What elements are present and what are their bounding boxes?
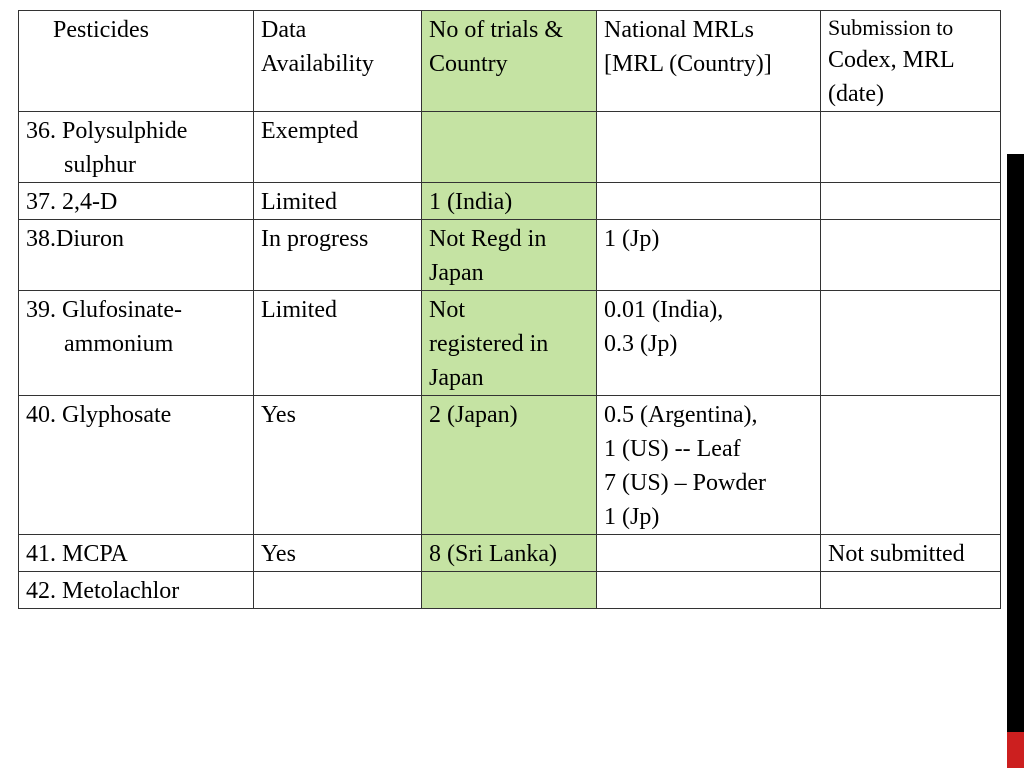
table-row: [19, 291, 1001, 396]
header-codex-submission: [821, 11, 1001, 112]
cell-pesticide: [19, 535, 254, 572]
cell-text-line: 7 (US) – Powder: [604, 470, 766, 496]
cell-availability: [254, 396, 422, 535]
cell-text: Limited: [261, 297, 337, 323]
cell-trials: [422, 220, 597, 291]
header-text-line: National MRLs: [604, 17, 754, 43]
cell-text: 1 (India): [429, 189, 513, 215]
cell-mrls: [597, 220, 821, 291]
cell-mrls: [597, 291, 821, 396]
cell-text-line: Not Regd in: [429, 226, 547, 252]
cell-text-line: 39. Glufosinate-: [26, 297, 182, 323]
header-trials: [422, 11, 597, 112]
cell-text: Limited: [261, 189, 337, 215]
table-row: [19, 183, 1001, 220]
cell-text-line: Japan: [429, 260, 484, 286]
header-row: [19, 11, 1001, 112]
header-text-line: Submission to: [828, 15, 954, 40]
cell-codex: [821, 183, 1001, 220]
header-text-line: Country: [429, 51, 508, 77]
accent-bar-top: [1007, 0, 1024, 154]
cell-codex: [821, 572, 1001, 609]
cell-mrls: [597, 183, 821, 220]
cell-mrls: [597, 112, 821, 183]
slide-accent-bar: [1007, 0, 1024, 768]
cell-text: 38.Diuron: [26, 226, 124, 252]
cell-trials: [422, 183, 597, 220]
cell-mrls: [597, 572, 821, 609]
cell-availability: [254, 572, 422, 609]
cell-text: Not submitted: [828, 541, 965, 567]
cell-text-line: 1 (Jp): [604, 504, 660, 530]
cell-text: Yes: [261, 541, 296, 567]
header-text-line: [MRL (Country)]: [604, 51, 772, 77]
cell-text: 40. Glyphosate: [26, 402, 172, 428]
accent-bar-bottom: [1007, 732, 1024, 768]
cell-text: 37. 2,4-D: [26, 189, 118, 215]
cell-availability: [254, 220, 422, 291]
cell-text: Yes: [261, 402, 296, 428]
cell-codex: [821, 112, 1001, 183]
table-row: [19, 396, 1001, 535]
cell-mrls: [597, 535, 821, 572]
header-pesticides: [19, 11, 254, 112]
header-national-mrls: [597, 11, 821, 112]
cell-availability: [254, 183, 422, 220]
cell-codex: [821, 535, 1001, 572]
cell-pesticide: [19, 291, 254, 396]
table-row: [19, 535, 1001, 572]
cell-text: 1 (Jp): [604, 226, 660, 252]
cell-text-line: 0.3 (Jp): [604, 331, 678, 357]
accent-bar-middle: [1007, 154, 1024, 732]
cell-text: 42. Metolachlor: [26, 578, 180, 604]
table-row: [19, 220, 1001, 291]
header-text-line: (date): [828, 81, 884, 107]
cell-text-line: Not: [429, 297, 465, 323]
cell-text-line: sulphur: [64, 152, 136, 178]
cell-trials: [422, 535, 597, 572]
cell-text-line: registered in: [429, 331, 549, 357]
header-pesticides-label: Pesticides: [53, 17, 149, 43]
header-data-availability: [254, 11, 422, 112]
cell-availability: [254, 112, 422, 183]
header-text-line: Data: [261, 17, 307, 43]
cell-codex: [821, 220, 1001, 291]
header-text-line: Availability: [261, 51, 374, 77]
cell-text-line: Japan: [429, 365, 484, 391]
cell-availability: [254, 291, 422, 396]
header-text-line: Codex, MRL: [828, 47, 955, 73]
cell-text: 2 (Japan): [429, 402, 518, 428]
cell-text: In progress: [261, 226, 369, 252]
cell-text: 41. MCPA: [26, 541, 128, 567]
cell-pesticide: [19, 112, 254, 183]
cell-mrls: [597, 396, 821, 535]
cell-codex: [821, 396, 1001, 535]
cell-text: Exempted: [261, 118, 359, 144]
cell-text-line: ammonium: [64, 331, 174, 357]
cell-trials: [422, 396, 597, 535]
cell-pesticide: [19, 572, 254, 609]
cell-trials: [422, 291, 597, 396]
cell-text-line: 0.5 (Argentina),: [604, 402, 758, 428]
cell-text-line: 0.01 (India),: [604, 297, 724, 323]
pesticide-mrl-table: [18, 10, 1001, 609]
header-text-line: No of trials &: [429, 17, 563, 43]
cell-pesticide: [19, 396, 254, 535]
table-row: [19, 572, 1001, 609]
cell-text-line: 36. Polysulphide: [26, 118, 188, 144]
cell-text-line: 1 (US) -- Leaf: [604, 436, 741, 462]
cell-codex: [821, 291, 1001, 396]
cell-trials: [422, 572, 597, 609]
cell-text: 8 (Sri Lanka): [429, 541, 557, 567]
cell-pesticide: [19, 220, 254, 291]
cell-pesticide: [19, 183, 254, 220]
table-row: [19, 112, 1001, 183]
cell-trials: [422, 112, 597, 183]
cell-availability: [254, 535, 422, 572]
